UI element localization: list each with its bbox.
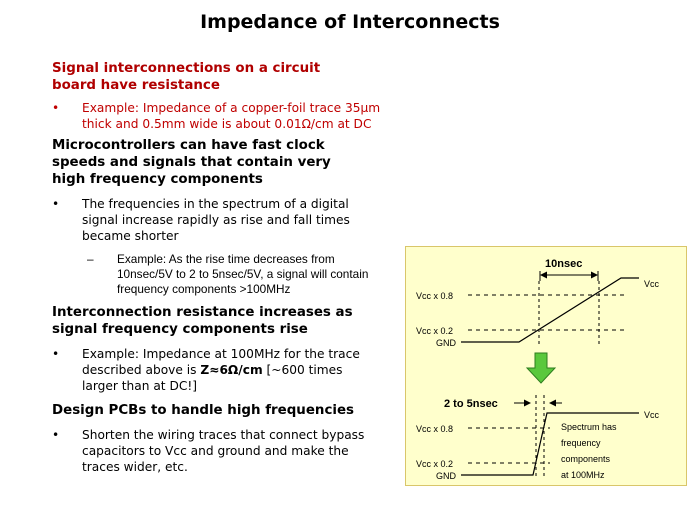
bullet-text: Shorten the wiring traces that connect bypass capacitors to Vcc and ground and make the traces wider, etc.: [82, 428, 365, 474]
heading-resistance: Signal interconnections on a circuit board have resistance: [52, 61, 321, 93]
slide-body: [52, 60, 382, 475]
spectrum-note-line-3: components: [561, 454, 611, 464]
heading-design-pcbs: Design PCBs to handle high frequencies: [52, 403, 355, 418]
bullet-text-post: [~600 times larger than at DC!]: [82, 363, 343, 393]
bullet-text: The frequencies in the spectrum of a digital signal increase rapidly as rise and fall times became shorter: [82, 197, 350, 243]
vcc08-label: Vcc x 0.8: [416, 291, 454, 301]
bullet-dot: •: [52, 347, 60, 361]
subbullet-risetime: [52, 252, 382, 297]
vcc-label: Vcc: [644, 279, 660, 289]
vcc-label-bottom: Vcc: [644, 410, 660, 420]
waveform-diagram: [405, 246, 687, 486]
bullet-dot: •: [52, 101, 60, 115]
bullet-frequencies: [52, 196, 367, 244]
down-arrow-icon: [527, 353, 555, 383]
bullet-dot: •: [52, 197, 60, 211]
gnd-label: GND: [436, 338, 456, 348]
bullet-text-bold: Z≈6Ω/cm: [200, 363, 263, 377]
bullet-copper-example: [52, 100, 382, 132]
vcc08-label-bottom: Vcc x 0.8: [416, 424, 454, 434]
vcc02-label: Vcc x 0.2: [416, 326, 454, 336]
waveform-svg: [406, 247, 688, 487]
subbullet-dash: –: [87, 252, 94, 266]
spectrum-note-line-4: at 100MHz: [561, 470, 605, 480]
bullet-text-pre: Example: Impedance at 100MHz for the trace described above is: [82, 347, 360, 377]
waveform-slow: [461, 278, 639, 342]
bullet-impedance-100mhz: [52, 346, 372, 394]
gnd-label-bottom: GND: [436, 471, 456, 481]
bullet-text: Example: Impedance of a copper-foil trace 35µm thick and 0.5mm wide is about 0.01Ω/cm at DC: [82, 101, 381, 131]
spectrum-note-line-1: Spectrum has: [561, 422, 617, 432]
heading-microcontrollers: Microcontrollers can have fast clock speeds and signals that contain very high frequency components: [52, 138, 331, 187]
heading-interconnection-resistance: Interconnection resistance increases as signal frequency components rise: [52, 305, 353, 337]
slide-title: Impedance of Interconnects: [200, 11, 500, 33]
subbullet-text: Example: As the rise time decreases from 10nsec/5V to 2 to 5nsec/5V, a signal will contain frequency components >100MHz: [117, 252, 369, 296]
bullet-shorten-traces: [52, 427, 382, 475]
interval-2to5nsec-label: 2 to 5nsec: [444, 398, 498, 410]
spectrum-note-line-2: frequency: [561, 438, 601, 448]
vcc02-label-bottom: Vcc x 0.2: [416, 459, 454, 469]
bullet-dot: •: [52, 428, 60, 442]
interval-10nsec-label: 10nsec: [545, 258, 583, 270]
